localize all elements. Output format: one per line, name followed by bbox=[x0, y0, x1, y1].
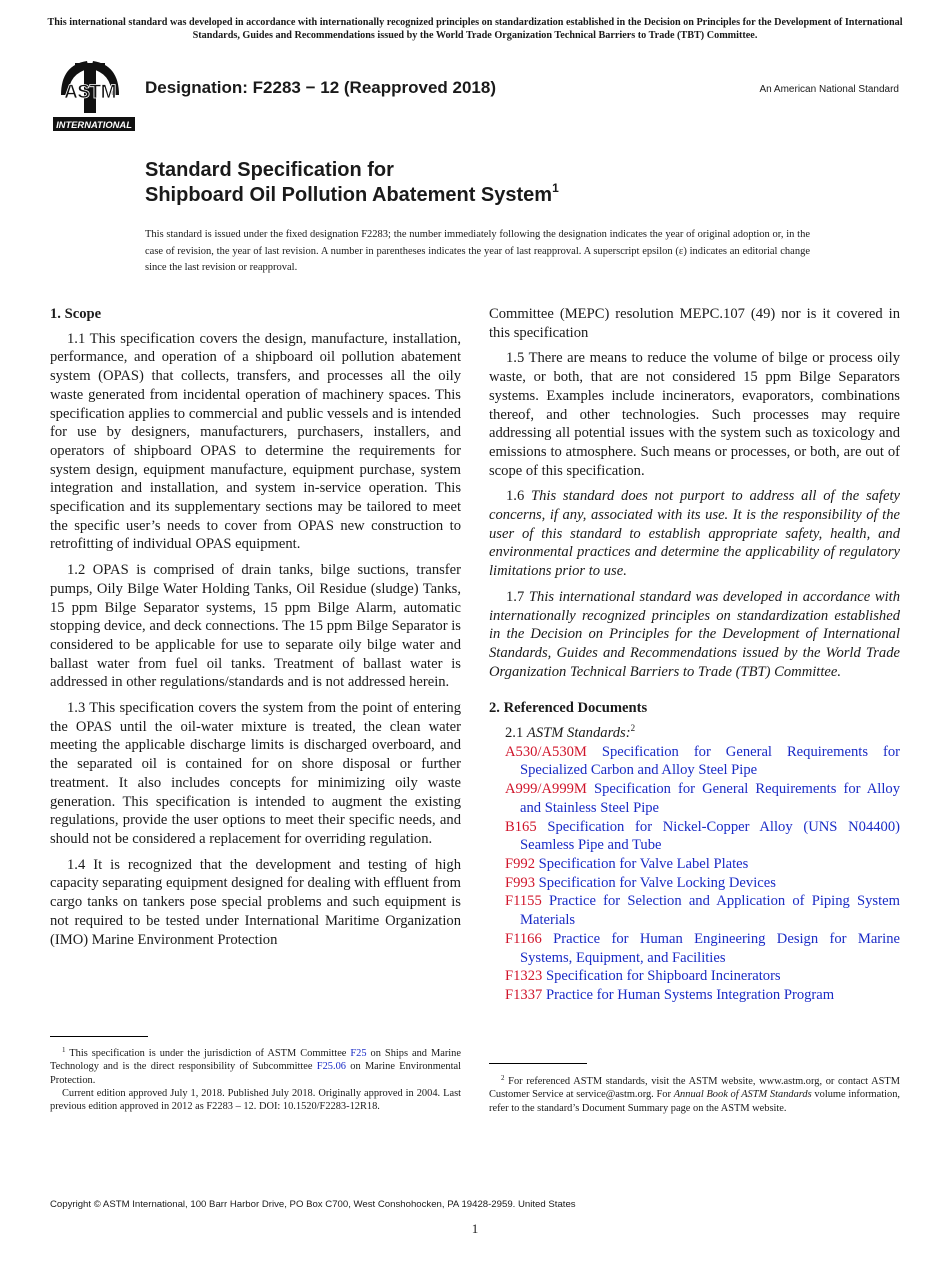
footnote-1-text: $^1$ This specification is under the jurisdiction of ASTM Committee F25 on Ships and Marine Technology and is the direct responsibility of Subcommittee F25.06 on Marine Environmental Protection. bbox=[50, 1046, 461, 1086]
paragraph-1-6: 1.6 This standard does not purport to address all of the safety concerns, if any, associated with its use. It is the responsibility of the user of this standard to establish appropriate safety, health, and environmental practices and determine the applicability of regulatory limitations prior to use. bbox=[489, 488, 900, 580]
reference-item bbox=[505, 855, 900, 874]
title-line-2: Shipboard Oil Pollution Abatement System$^1$ bbox=[145, 181, 559, 206]
paragraph-1-1: 1.1 This specification covers the design, manufacture, installation, performance, and operation of a shipboard oil pollution abatement system (OPAS) that collects, transfers, and processes all the oily waste generated from incidental operation of machinery spaces. This specification applies to commercial and public vessels and is intended for use by designers, manufacturers, purchasers, installers, and operators of shipboard OPAS to determine the requirements for system design, equipment manufacture, equipment purchase, system integration and installation, and system in-service operation. This specification and its supplementary sections may be tailored to meet the specific user’s needs to cover from OPAS new construction to retrofitting of individual OPAS equipment. bbox=[50, 330, 461, 553]
reference-item bbox=[505, 780, 900, 817]
reference-code-link[interactable]: F993 bbox=[505, 874, 536, 891]
issuance-note: This standard is issued under the fixed designation F2283; the number immediately following the designation indicates the year of original adoption or, in the case of revision, the year of last revision. A number in parentheses indicates the year of last reapproval. A superscript epsilon (ε) indicates an editorial change since the last revision or reapproval. bbox=[145, 229, 810, 273]
reference-code-link[interactable]: B165 bbox=[505, 818, 537, 835]
paragraph-1-2: 1.2 OPAS is comprised of drain tanks, bilge suctions, transfer pumps, Oily Bilge Water Holding Tanks, Oil Residue (sludge) Tanks, 15 ppm Bilge Separator systems, 15 ppm Bilge Alarm, automatic stopping device, and deck connections. The 15 ppm Bilge Separator is considered to be applicable for use to separate oily bilge water and ballast water from fuel oil tanks. Treatment of ballast water is addressed in other regulations/standards and is not addressed herein. bbox=[50, 562, 461, 691]
reference-code-link[interactable]: F1323 bbox=[505, 968, 543, 985]
national-standard-label: An American National Standard bbox=[759, 84, 899, 95]
reference-code-link[interactable]: F1337 bbox=[505, 986, 543, 1003]
reference-code-link[interactable]: A999/A999M bbox=[505, 781, 587, 798]
astm-logo bbox=[53, 57, 135, 133]
section-heading-scope: 1. Scope bbox=[50, 306, 102, 322]
reference-code-link[interactable]: F1155 bbox=[505, 893, 542, 910]
reference-code-link[interactable]: F1166 bbox=[505, 930, 542, 947]
reference-title-link[interactable]: Specification for Nickel-Copper Alloy (UNS N04400) Seamless Pipe and Tube bbox=[520, 818, 900, 854]
footnote-mark-2: 2 bbox=[630, 723, 636, 734]
paragraph-1-5: 1.5 There are means to reduce the volume of bilge or process oily waste, or both, that are not considered 15 ppm Bilge Separators systems. Examples include incinerators, evaporators, combinations thereof, and other technologies. Such processes may require addressing all potential issues with the system such as toxicology and emissions to atmosphere. Such means or processes, or both, are out of scope of this specification. bbox=[489, 350, 900, 479]
designation: Designation: F2283 − 12 (Reapproved 2018) bbox=[145, 78, 496, 97]
reference-item bbox=[505, 986, 900, 1005]
reference-title-link[interactable]: Practice for Selection and Application of Piping System Materials bbox=[520, 893, 900, 929]
footnote-1 bbox=[50, 1047, 461, 1113]
copyright-notice: Copyright © ASTM International, 100 Barr Harbor Drive, PO Box C700, West Conshohocken, PA 19428-2959. United States bbox=[50, 1199, 576, 1210]
reference-title-link[interactable]: Practice for Human Systems Integration Program bbox=[545, 986, 835, 1003]
page-number: 1 bbox=[471, 1221, 479, 1236]
footnote-1-edition: Current edition approved July 1, 2018. Published July 2018. Originally approved in 2004. Last previous edition approved in 2012 as F2283 – 12. DOI: 10.1520/F2283-12R18. bbox=[50, 1087, 461, 1113]
reference-item bbox=[505, 967, 900, 986]
paragraph-1-4-continued: Committee (MEPC) resolution MEPC.107 (49) nor is it covered in this specification bbox=[489, 306, 900, 341]
title-line-1: Standard Specification for bbox=[145, 159, 394, 181]
svg-text:ASTM: ASTM bbox=[64, 82, 116, 103]
footnote-2-text: $^2$ For referenced ASTM standards, visit the ASTM website, www.astm.org, or contact ASTM Customer Service at service@astm.org. For Annual Book of ASTM Standards volume information, refer to the standard’s Document Summary page on the ASTM website. bbox=[489, 1074, 900, 1114]
reference-title-link[interactable]: Specification for Valve Locking Devices bbox=[538, 874, 776, 891]
reference-item bbox=[505, 874, 900, 893]
reference-item bbox=[505, 930, 900, 967]
title-footnote-mark: 1 bbox=[552, 181, 559, 195]
footnote-2 bbox=[489, 1075, 900, 1115]
reference-item bbox=[505, 743, 900, 780]
reference-title-link[interactable]: Specification for Shipboard Incinerators bbox=[545, 968, 781, 985]
reference-title-link[interactable]: Specification for General Requirements for Alloy and Stainless Steel Pipe bbox=[520, 781, 900, 816]
astm-standards-label: 2.1 ASTM Standards:$^2$ bbox=[505, 723, 636, 742]
paragraph-1-7: 1.7 This international standard was developed in accordance with internationally recognized principles on standardization established in the Decision on Principles for the Development of International Standards, Guides and Recommendations issued by the World Trade Organization Technical Barriers to Trade (TBT) Committee. bbox=[489, 588, 901, 680]
reference-title-link[interactable]: Practice for Human Engineering Design for Marine Systems, Equipment, and Facilities bbox=[520, 930, 900, 966]
reference-code-link[interactable]: A530/A530M bbox=[505, 743, 587, 760]
right-column bbox=[489, 305, 900, 1005]
subcommittee-f25-06-link[interactable]: F25.06 bbox=[316, 1061, 346, 1073]
reference-item bbox=[505, 892, 900, 929]
footnote-rule-left bbox=[50, 1036, 148, 1037]
reference-item bbox=[505, 818, 900, 855]
footnote-rule-right bbox=[489, 1063, 587, 1064]
paragraph-1-3: 1.3 This specification covers the system from the point of entering the OPAS until the oil-water mixture is treated, the clean water meeting the applicable discharge limits is discharged overboard, and the separated oil is contained for on shore disposal or further treatment. It also includes concepts for minimizing oily waste generation. This specification is intended to augment the existing regulations, provide the user options to meet their specific needs, and should not be considered a replacement for overriding regulation. bbox=[50, 700, 461, 847]
reference-list bbox=[489, 743, 900, 1005]
svg-text:INTERNATIONAL: INTERNATIONAL bbox=[56, 119, 132, 130]
top-notice: This international standard was developed in accordance with internationally recognized principles on standardization established in the Decision on Principles for the Development of International Standards, Guides and Recommendations issued by the World Trade Organization Technical Barriers to Trade (TBT) Committee. bbox=[47, 17, 903, 41]
document-title bbox=[145, 158, 559, 208]
paragraph-1-4: 1.4 It is recognized that the development and testing of high capacity separating equipment designed for dealing with effluent from cargo tanks on tankers pose special problems and such equipment is not required to be tested under International Maritime Organization (IMO) Marine Environment Protection bbox=[50, 856, 461, 948]
committee-f25-link[interactable]: F25 bbox=[350, 1048, 367, 1059]
left-column bbox=[50, 305, 461, 956]
reference-title-link[interactable]: Specification for General Requirements for Specialized Carbon and Alloy Steel Pipe bbox=[520, 743, 900, 779]
section-heading-referenced-documents: 2. Referenced Documents bbox=[489, 700, 648, 717]
reference-title-link[interactable]: Specification for Valve Label Plates bbox=[538, 855, 749, 872]
reference-code-link[interactable]: F992 bbox=[505, 855, 536, 872]
